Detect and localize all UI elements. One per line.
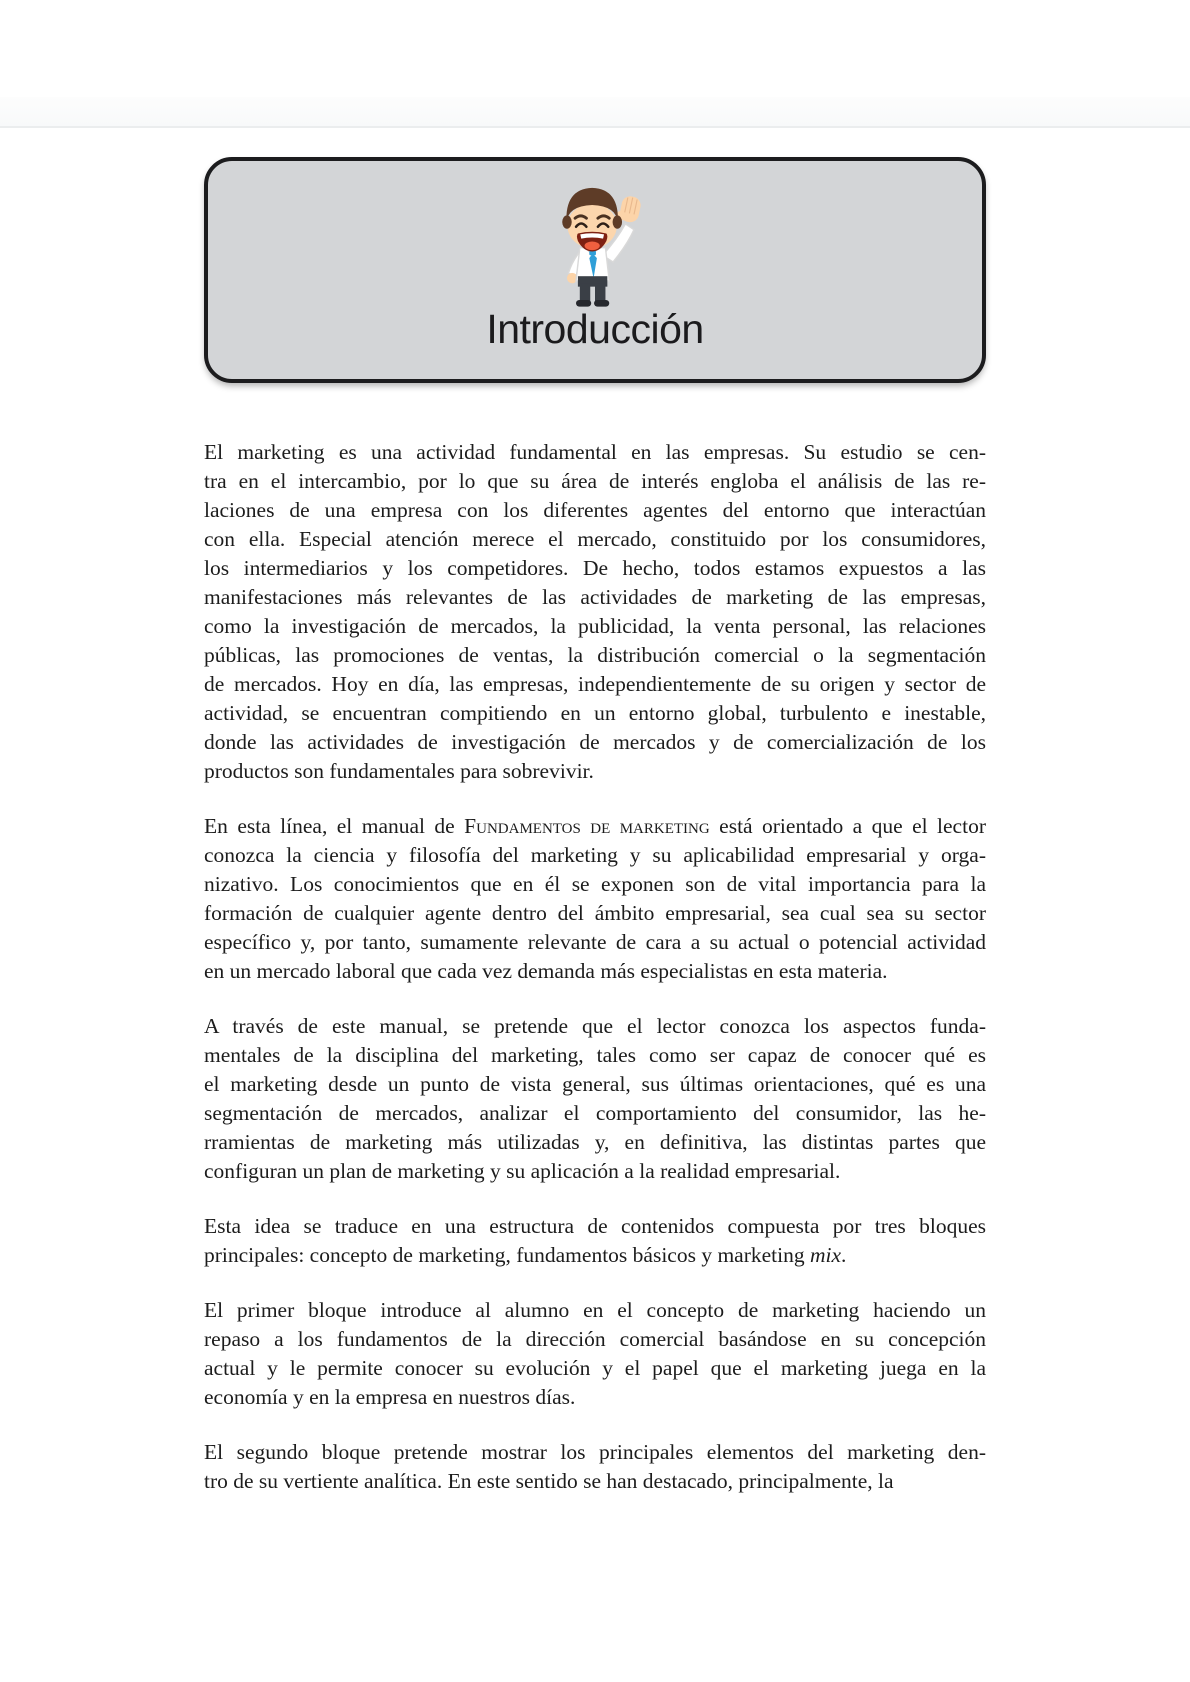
text-line: en un mercado laboral que cada vez demanda más especialistas en esta materia. [204, 959, 888, 983]
text-line: específico y, por tanto, sumamente relevante de cara a su actual o potencial actividad [204, 930, 986, 954]
text-line: economía y en la empresa en nuestros días. [204, 1385, 576, 1409]
text-line: manifestaciones más relevantes de las actividades de marketing de las empresas, [204, 585, 986, 609]
waving-businessman-icon [538, 175, 652, 309]
text-line: Esta idea se traduce en una estructura de contenidos compuesta por tres bloques [204, 1214, 986, 1238]
text-line: públicas, las promociones de ventas, la distribución comercial o la segmentación [204, 643, 986, 667]
text-line: repaso a los fundamentos de la dirección comercial basándose en su concepción [204, 1327, 986, 1351]
text-line: el marketing desde un punto de vista general, sus últimas orientaciones, qué es una [204, 1072, 986, 1096]
text-line: tra en el intercambio, por lo que su área de interés engloba el análisis de las re- [204, 469, 986, 493]
text-line: segmentación de mercados, analizar el comportamiento del consumidor, las he- [204, 1101, 986, 1125]
text-line: con ella. Especial atención merece el mercado, constituido por los consumidores, [204, 527, 986, 551]
paragraph [204, 812, 986, 986]
text-line: En esta línea, el manual de Fundamentos de marketing está orientado a que el lector [204, 814, 986, 838]
chapter-title-box [204, 157, 986, 383]
body-text [204, 438, 986, 1522]
text-line: El primer bloque introduce al alumno en el concepto de marketing haciendo un [204, 1298, 986, 1322]
text-line: formación de cualquier agente dentro del ámbito empresarial, sea cual sea su sector [204, 901, 986, 925]
text-line: El marketing es una actividad fundamental en las empresas. Su estudio se cen- [204, 440, 986, 464]
text-line: actividad, se encuentran compitiendo en un entorno global, turbulento e inestable, [204, 701, 986, 725]
text-line: configuran un plan de marketing y su aplicación a la realidad empresarial. [204, 1159, 841, 1183]
paragraph [204, 1212, 986, 1270]
text-line: tro de su vertiente analítica. En este sentido se han destacado, principalmente, la [204, 1469, 894, 1493]
text-line: donde las actividades de investigación de mercados y de comercialización de los [204, 730, 986, 754]
text-line: conozca la ciencia y filosofía del marketing y su aplicabilidad empresarial y orga- [204, 843, 986, 867]
text-line: como la investigación de mercados, la publicidad, la venta personal, las relaciones [204, 614, 986, 638]
paragraph [204, 438, 986, 786]
text-line: los intermediarios y los competidores. De hecho, todos estamos expuestos a las [204, 556, 986, 580]
text-line: nizativo. Los conocimientos que en él se exponen son de vital importancia para la [204, 872, 986, 896]
paragraph [204, 1438, 986, 1496]
text-line: rramientas de marketing más utilizadas y, en definitiva, las distintas partes que [204, 1130, 986, 1154]
text-line: mentales de la disciplina del marketing, tales como ser capaz de conocer qué es [204, 1043, 986, 1067]
page-separator [0, 97, 1190, 128]
text-line: laciones de una empresa con los diferentes agentes del entorno que interactúan [204, 498, 986, 522]
text-line: productos son fundamentales para sobrevivir. [204, 759, 594, 783]
text-line: actual y le permite conocer su evolución y el papel que el marketing juega en la [204, 1356, 986, 1380]
text-line: de mercados. Hoy en día, las empresas, independientemente de su origen y sector de [204, 672, 986, 696]
text-line: A través de este manual, se pretende que el lector conozca los aspectos funda- [204, 1014, 986, 1038]
text-line: El segundo bloque pretende mostrar los principales elementos del marketing den- [204, 1440, 986, 1464]
text-line: principales: concepto de marketing, fundamentos básicos y marketing mix. [204, 1243, 847, 1267]
chapter-title: Introducción [486, 306, 704, 352]
paragraph [204, 1296, 986, 1412]
paragraph [204, 1012, 986, 1186]
